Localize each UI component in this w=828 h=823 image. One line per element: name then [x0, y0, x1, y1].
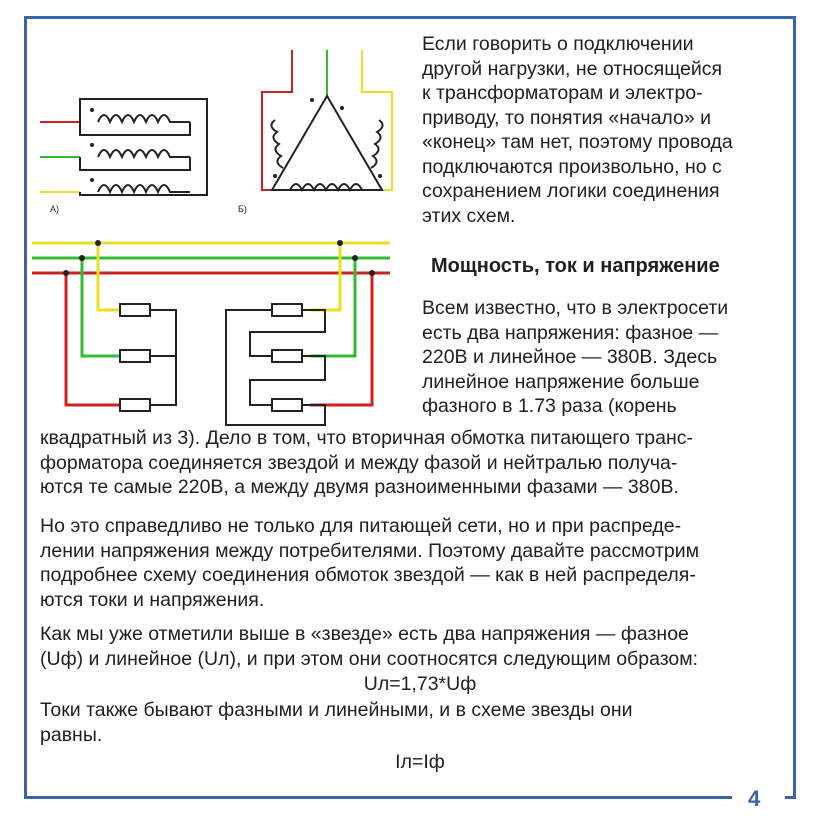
paragraph-1-full: квадратный из 3). Дело в том, что вторичная обмотка питающего транс- форматора соединяется звездой и между фазой и нейтралью получа- ются те самые 220В, а между двумя разноименными фазами — 380В. [40, 427, 694, 498]
paragraph-2: Но это справедливо не только для питающей сети, но и при распреде- лении напряжения между потребителями. Поэтому давайте рассмотрим подробнее схему соединения обмоток звездой — как в ней распределя- ются токи и напряжения. [40, 515, 700, 611]
intro-paragraph: Если говорить о подключении другой нагрузки, не относящейся к трансформаторам и электро- приводу, то понятия «начало» и «конец» там нет, поэтому провода подключаются произвольно, но с сохранением логики соединения этих схем. [422, 33, 733, 227]
formula-current: Iл=Iф [395, 751, 445, 773]
formula-voltage: Uл=1,73*Uф [363, 673, 477, 695]
diagram-bus-loads [32, 240, 390, 425]
page-number: 4 [748, 786, 761, 811]
section-heading: Мощность, ток и напряжение [431, 255, 720, 277]
paragraph-4: Токи также бывают фазными и линейными, и в схеме звезды они равны. [40, 699, 633, 746]
diagram-a-label: А) [50, 204, 59, 214]
paragraph-1-right: Всем известно, что в электросети есть два напряжения: фазное — 220В и линейное — 380В. Здесь линейное напряжение больше фазного в 1.73 раза (корень [422, 297, 729, 417]
diagram-b-delta-windings [262, 50, 392, 190]
diagram-a-star-windings [40, 99, 207, 195]
paragraph-3: Как мы уже отметили выше в «звезде» есть два напряжения — фазное (Uф) и линейное (Uл), и при этом они соотносятся следующим образом: [40, 623, 699, 670]
diagram-b-label: Б) [238, 204, 247, 214]
